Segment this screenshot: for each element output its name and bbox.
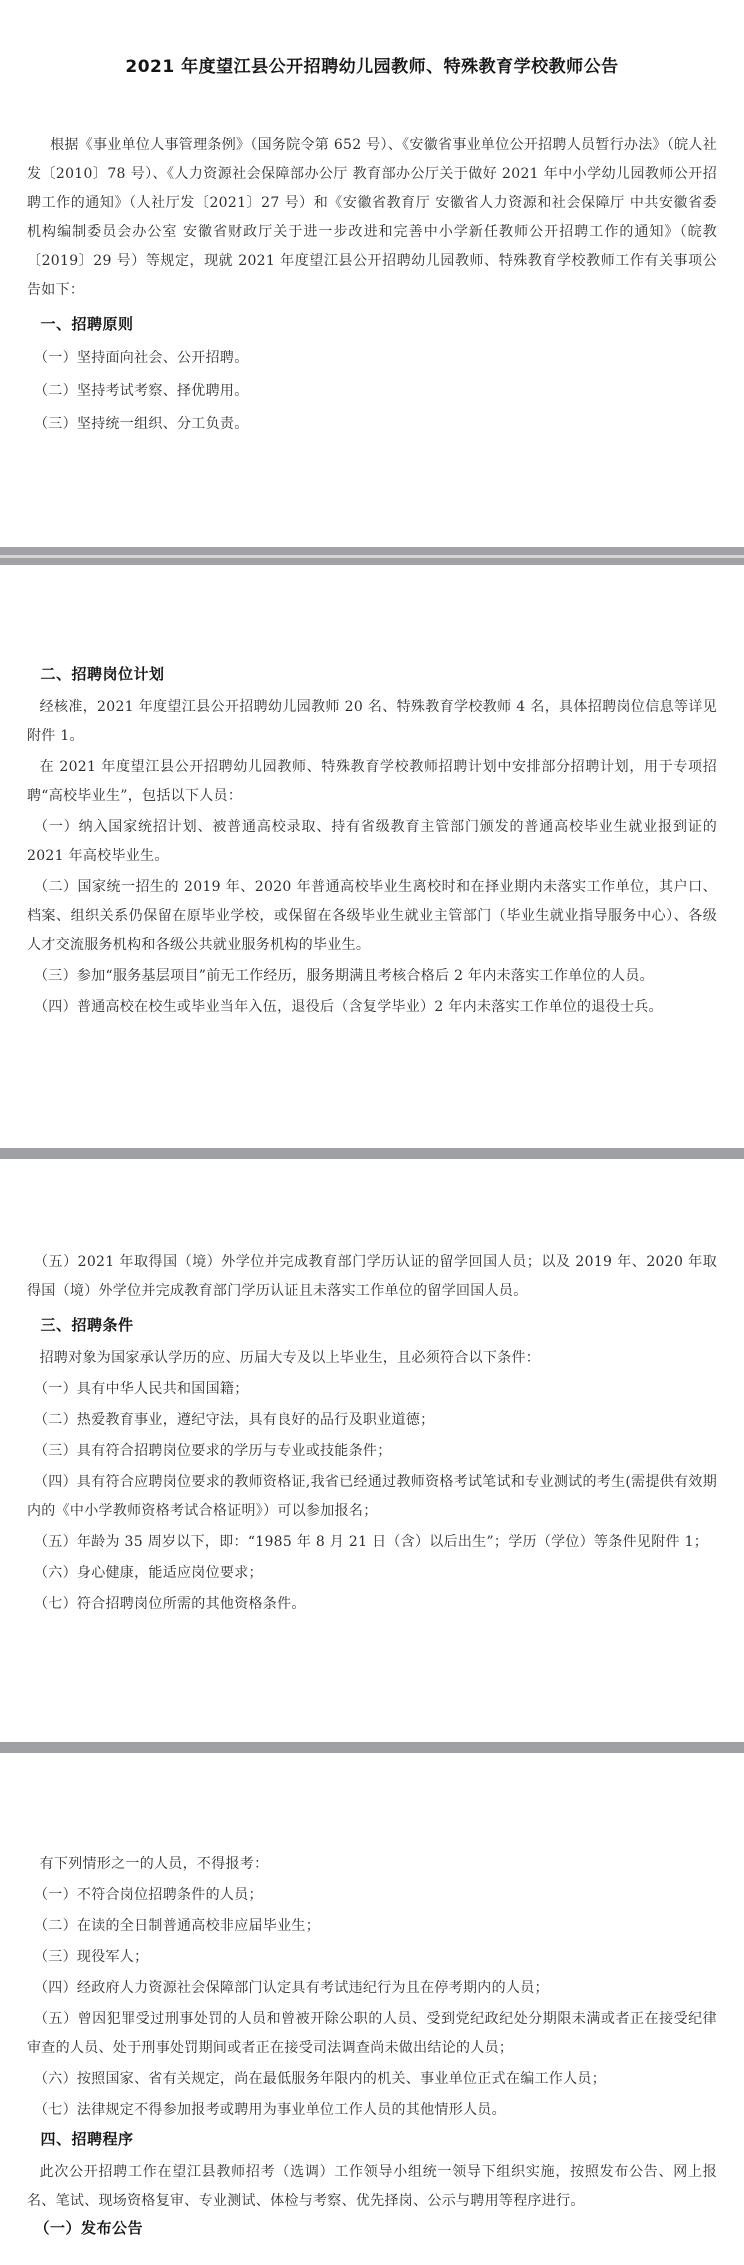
ineligible-intro-paragraph: 有下列情形之一的人员，不得报考：: [39, 1856, 269, 1872]
ineligible-item-2: （二）在读的全日制普通高校非应届毕业生；: [34, 1918, 320, 1934]
eligible-group-item-4: （四）普通高校在校生或毕业当年入伍，退役后（含复学毕业）2 年内未落实工作单位的退役士兵。: [34, 999, 663, 1015]
eligible-group-item-5: （五）2021 年取得国（境）外学位并完成教育部门学历认证的留学回国人员；以及 2019 年、2020 年取得国（境）外学位并完成教育部门学历认证且未落实工作单位的留学回国人员。: [27, 1254, 717, 1299]
principle-item-1: （一）坚持面向社会、公开招聘。: [34, 350, 249, 366]
special-recruit-paragraph: 在 2021 年度望江县公开招聘幼儿园教师、特殊教育学校教师招聘计划中安排部分招聘计划，用于专项招聘“高校毕业生”，包括以下人员：: [27, 759, 717, 804]
principle-item-2: （二）坚持考试考察、择优聘用。: [34, 383, 249, 399]
eligible-group-item-1: （一）纳入国家统招计划、被普通高校录取、持有省级教育主管部门颁发的普通高校毕业生就业报到证的 2021 年高校毕业生。: [27, 819, 717, 864]
condition-item-2: （二）热爱教育事业，遵纪守法，具有良好的品行及职业道德；: [34, 1412, 435, 1428]
page-gap-2: [0, 1148, 744, 1159]
condition-item-3: （三）具有符合招聘岗位要求的学历与专业或技能条件；: [34, 1443, 392, 1459]
condition-item-1: （一）具有中华人民共和国国籍；: [34, 1381, 249, 1397]
post-plan-paragraph: 经核准，2021 年度望江县公开招聘幼儿园教师 20 名、特殊教育学校教师 4 名，具体招聘岗位信息等详见附件 1。: [27, 699, 717, 744]
condition-item-4: （四）具有符合应聘岗位要求的教师资格证,我省已经通过教师资格考试笔试和专业测试的考生(需提供有效期内的《中小学教师资格考试合格证明》）可以参加报名；: [27, 1474, 717, 1519]
page-gap-bar: [0, 558, 744, 565]
condition-item-7: （七）符合招聘岗位所需的其他资格条件。: [34, 1596, 306, 1612]
ineligible-item-6: （六）按照国家、省有关规定，尚在最低服务年限内的机关、事业单位正式在编工作人员；: [34, 2071, 606, 2087]
principle-item-3: （三）坚持统一组织、分工负责。: [34, 416, 249, 432]
ineligible-item-3: （三）现役军人；: [34, 1949, 149, 1965]
page-gap-3: [0, 1742, 744, 1753]
document-page-2: [0, 565, 744, 1148]
document-page-1: [0, 0, 744, 547]
condition-item-5: （五）年龄为 35 周岁以下，即：“1985 年 8 月 21 日（含）以后出生”；学历（学位）等条件见附件 1；: [34, 1534, 709, 1550]
ineligible-item-4: （四）经政府人力资源社会保障部门认定具有考试违纪行为且在停考期内的人员；: [34, 1980, 549, 1996]
document-title: 2021 年度望江县公开招聘幼儿园教师、特殊教育学校教师公告: [125, 57, 619, 77]
section-heading-recruit-principles: 一、招聘原则: [40, 315, 134, 333]
eligible-group-item-3: （三）参加“服务基层项目”前无工作经历，服务期满且考核合格后 2 年内未落实工作单位的人员。: [34, 968, 654, 984]
condition-intro-paragraph: 招聘对象为国家承认学历的应、历届大专及以上毕业生，且必须符合以下条件：: [39, 1350, 541, 1366]
intro-paragraph: 根据《事业单位人事管理条例》（国务院令第 652 号）、《安徽省事业单位公开招聘人员暂行办法》（皖人社发〔2010〕78 号）、《人力资源社会保障部办公厅 教育部办公厅关于做好 2021 年中小学幼儿园教师公开招聘工作的通知》（人社厅发〔2021〕27 号）和《安徽省教育厅 安徽省人力资源和社会保障厅 中共安徽省委机构编制委员会办公室 安徽省财政厅关于进一步改进和完善中小学新任教师公开招聘工作的通知》（皖教〔2019〕29 号）等规定，现就 2021 年度望江县公开招聘幼儿园教师、特殊教育学校教师工作有关事项公告如下：: [27, 137, 718, 298]
section-heading-conditions: 三、招聘条件: [40, 1316, 134, 1334]
eligible-group-item-2: （二）国家统一招生的 2019 年、2020 年普通高校毕业生离校时和在择业期内未落实工作单位，其户口、档案、组织关系仍保留在原毕业学校，或保留在各级毕业生就业主管部门（毕业生就业指导服务中心）、各级人才交流服务机构和各级公共就业服务机构的毕业生。: [27, 879, 717, 953]
document-page-3: [0, 1159, 744, 1742]
ineligible-item-5: （五）曾因犯罪受过刑事处罚的人员和曾被开除公职的人员、受到党纪政纪处分期限未满或者正在接受纪律审查的人员、处于刑事处罚期间或者正在接受司法调查尚未做出结论的人员；: [27, 2011, 717, 2056]
ineligible-item-1: （一）不符合岗位招聘条件的人员；: [34, 1887, 263, 1903]
ineligible-item-7: （七）法律规定不得参加报考或聘用为事业单位工作人员的其他情形人员。: [34, 2102, 506, 2118]
subsection-heading-announcement: （一）发布公告: [34, 2219, 144, 2237]
page-gap-bar: [0, 547, 744, 555]
page-gap-1: [0, 547, 744, 565]
section-heading-post-plan: 二、招聘岗位计划: [40, 665, 165, 683]
section-heading-procedure: 四、招聘程序: [40, 2130, 134, 2148]
condition-item-6: （六）身心健康，能适应岗位要求；: [34, 1565, 263, 1581]
document-page-4: [0, 1753, 744, 2265]
procedure-intro-paragraph: 此次公开招聘工作在望江县教师招考（选调）工作领导小组统一领导下组织实施，按照发布公告、网上报名、笔试、现场资格复审、专业测试、体检与考察、优先择岗、公示与聘用等程序进行。: [27, 2164, 717, 2209]
